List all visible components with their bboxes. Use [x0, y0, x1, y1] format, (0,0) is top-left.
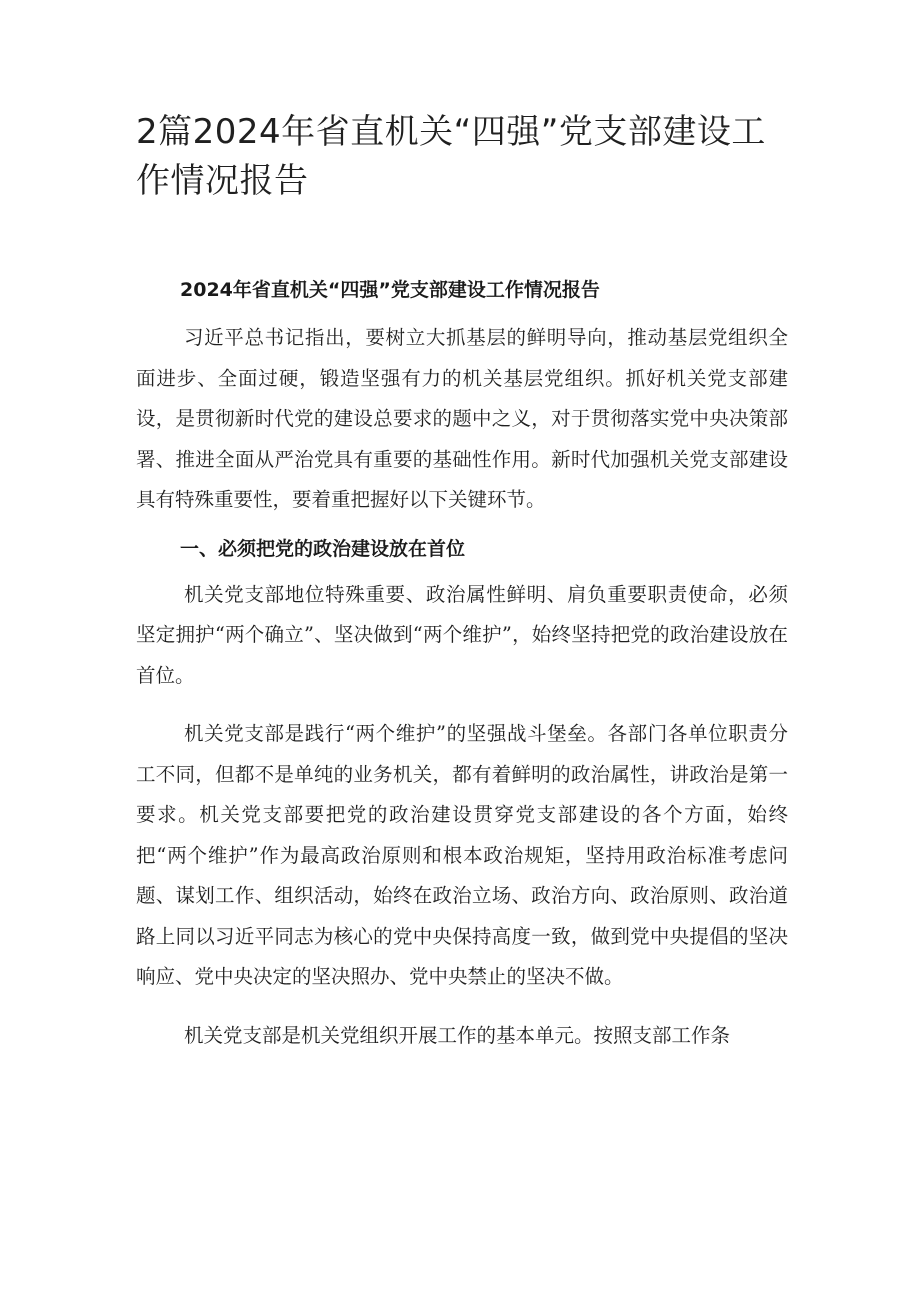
section-1-paragraph-2: 机关党支部是践行“两个维护”的坚强战斗堡垒。各部门各单位职责分工不同，但都不是单纯的业务机关，都有着鲜明的政治属性，讲政治是第一要求。机关党支部要把党的政治建设贯穿党支部建设的各个方面，始终把“两个维护”作为最高政治原则和根本政治规矩，坚持用政治标准考虑问题、谋划工作、组织活动，始终在政治立场、政治方向、政治原则、政治道路上同以习近平同志为核心的党中央保持高度一致，做到党中央提倡的坚决响应、党中央决定的坚决照办、党中央禁止的坚决不做。 [136, 722, 788, 988]
intro-paragraph: 习近平总书记指出，要树立大抓基层的鲜明导向，推动基层党组织全面进步、全面过硬，锻造坚强有力的机关基层党组织。抓好机关党支部建设，是贯彻新时代党的建设总要求的题中之义，对于贯彻落实党中央决策部署、推进全面从严治党具有重要的基础性作用。新时代加强机关党支部建设具有特殊重要性，要着重把握好以下关键环节。 [136, 326, 788, 511]
document-title: 2篇2024年省直机关“四强”党支部建设工作情况报告 [136, 112, 766, 201]
section-1-paragraph-3: 机关党支部是机关党组织开展工作的基本单元。按照支部工作条 [184, 1023, 731, 1047]
section-1-paragraph-1: 机关党支部地位特殊重要、政治属性鲜明、肩负重要职责使命，必须坚定拥护“两个确立”、坚决做到“两个维护”，始终坚持把党的政治建设放在首位。 [136, 582, 788, 687]
report-heading: 2024年省直机关“四强”党支部建设工作情况报告 [180, 279, 600, 301]
section-heading-1: 一、必须把党的政治建设放在首位 [180, 537, 466, 560]
